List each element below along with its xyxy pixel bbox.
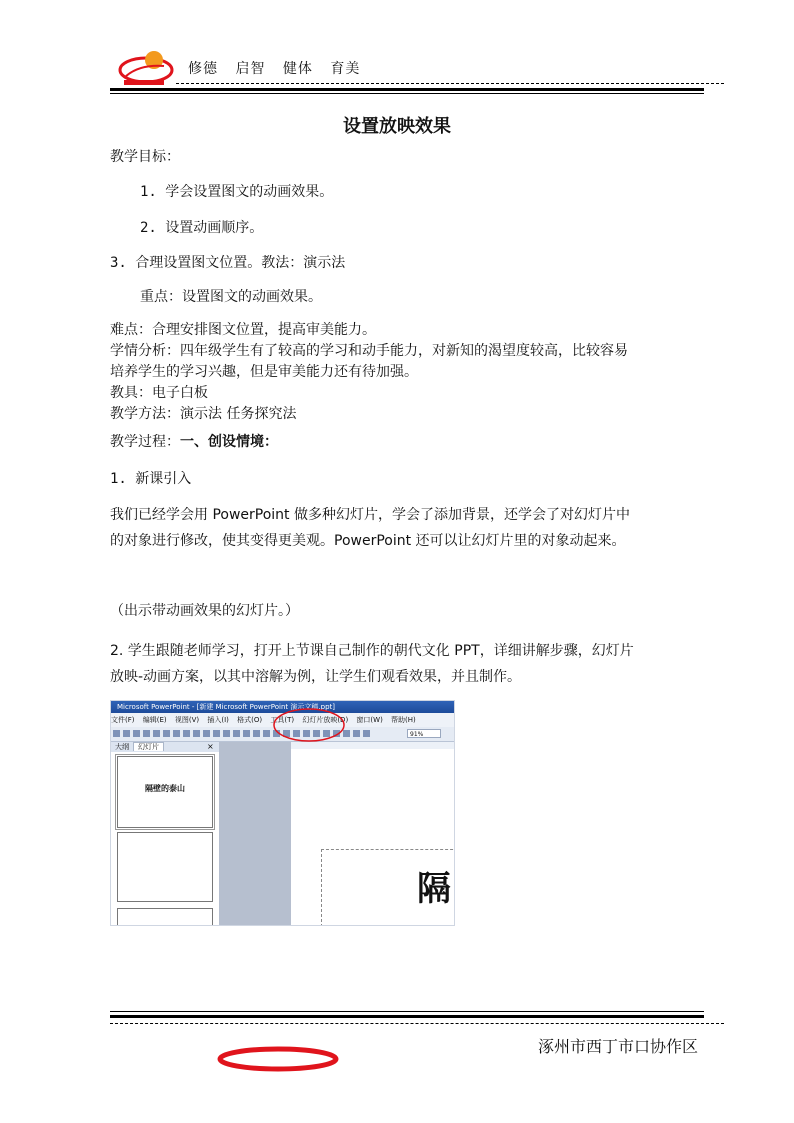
ppt-menu-item: 工具(T)	[270, 716, 295, 724]
student-analysis: 学情分析：四年级学生有了较高的学习和动手能力，对新知的渴望度较高，比较容易	[110, 343, 628, 359]
slide-thumbnail-title: 隔壁的泰山	[145, 784, 185, 793]
motto-item: 启智	[235, 61, 266, 77]
toolbar-icon	[223, 730, 230, 737]
school-motto	[188, 58, 372, 78]
objective-item: 3. 合理设置图文位置。教法：演示法	[110, 255, 346, 271]
motto-item: 健体	[282, 61, 313, 77]
highlight-circle	[272, 706, 349, 744]
school-logo	[116, 44, 176, 88]
teaching-aids: 教具：电子白板	[110, 385, 208, 401]
toolbar-icon	[253, 730, 260, 737]
ppt-slide-title-char: 隔	[417, 869, 451, 909]
objective-item: 1. 学会设置图文的动画效果。	[140, 184, 334, 200]
ppt-tab-outline: 大纲	[115, 743, 129, 751]
intro-paragraph-line: 的对象进行修改，使其变得更美观。PowerPoint 还可以让幻灯片里的对象动起来。	[110, 533, 626, 549]
slide-thumbnail	[117, 908, 213, 926]
key-point: 重点：设置图文的动画效果。	[140, 289, 322, 305]
intro-paragraph-line: 我们已经学会用 PowerPoint 做多种幻灯片，学会了添加背景，还学会了对幻灯片中	[110, 507, 630, 523]
ppt-pane-close-icon: ×	[207, 742, 214, 751]
ppt-menu-item: 格式(O)	[237, 716, 263, 724]
header-thick-rule	[110, 88, 704, 91]
toolbar-icon	[193, 730, 200, 737]
ppt-menu-item: 编辑(E)	[142, 716, 167, 724]
ppt-workspace-gray	[219, 742, 291, 925]
motto-item: 修德	[188, 61, 218, 77]
ppt-titlebar: Microsoft PowerPoint - [新建 Microsoft PowerPoint 演示文稿.ppt]	[111, 701, 454, 713]
process-section-title: 一、创设情境：	[180, 434, 278, 450]
header-thin-rule	[110, 93, 704, 94]
ppt-menu-item: 插入(I)	[207, 716, 229, 724]
student-analysis-cont: 培养学生的学习兴趣，但是审美能力还有待加强。	[110, 364, 418, 380]
toolbar-icon	[133, 730, 140, 737]
footer-thick-rule	[110, 1015, 704, 1018]
toolbar-icon	[213, 730, 220, 737]
toolbar-icon	[123, 730, 130, 737]
footer-district: 涿州市西丁市口协作区	[538, 1037, 699, 1056]
step-heading: 1. 新课引入	[110, 471, 192, 487]
process-label: 教学过程：	[110, 434, 180, 450]
process-heading	[110, 432, 278, 452]
toolbar-icon	[173, 730, 180, 737]
ppt-menu-item: 帮助(H)	[391, 716, 416, 724]
ppt-menu-item: 文件(F)	[111, 716, 135, 724]
toolbar-icon	[183, 730, 190, 737]
teaching-methods: 教学方法：演示法 任务探究法	[110, 406, 297, 422]
toolbar-icon	[163, 730, 170, 737]
toolbar-icon	[243, 730, 250, 737]
ppt-menu-item: 窗口(W)	[356, 716, 383, 724]
slide-thumbnail	[117, 756, 213, 828]
header-dashed-rule	[176, 83, 724, 84]
slide-thumbnail	[117, 832, 213, 902]
toolbar-icon	[113, 730, 120, 737]
footer-dashed-rule	[110, 1023, 724, 1024]
ppt-menu-item: 视图(V)	[174, 716, 200, 724]
ppt-zoom-box: 91%	[407, 729, 441, 738]
toolbar-icon	[353, 730, 360, 737]
footer-red-oval	[216, 1046, 340, 1072]
objectives-heading: 教学目标：	[110, 149, 180, 165]
toolbar-icon	[263, 730, 270, 737]
toolbar-icon	[233, 730, 240, 737]
toolbar-icon	[143, 730, 150, 737]
toolbar-icon	[153, 730, 160, 737]
toolbar-icon	[363, 730, 370, 737]
document-title: 设置放映效果	[343, 116, 451, 137]
difficult-point: 难点：合理安排图文位置，提高审美能力。	[110, 322, 376, 338]
ppt-tab-slides: 幻灯片	[133, 742, 164, 751]
toolbar-icon	[203, 730, 210, 737]
ppt-menu-item: 幻灯片放映(D)	[302, 716, 349, 724]
demo-note: （出示带动画效果的幻灯片。）	[110, 603, 299, 619]
motto-item: 育美	[330, 61, 361, 77]
footer-thin-rule	[110, 1011, 704, 1012]
step2-paragraph-line: 2. 学生跟随老师学习，打开上节课自己制作的朝代文化 PPT，详细讲解步骤，幻灯片	[110, 643, 634, 659]
objective-item: 2. 设置动画顺序。	[140, 220, 264, 236]
ppt-thumbnail-pane	[111, 752, 219, 925]
ppt-pane-tabs	[111, 742, 219, 752]
step2-paragraph-line: 放映-动画方案，以其中溶解为例，让学生们观看效果，并且制作。	[110, 669, 522, 685]
